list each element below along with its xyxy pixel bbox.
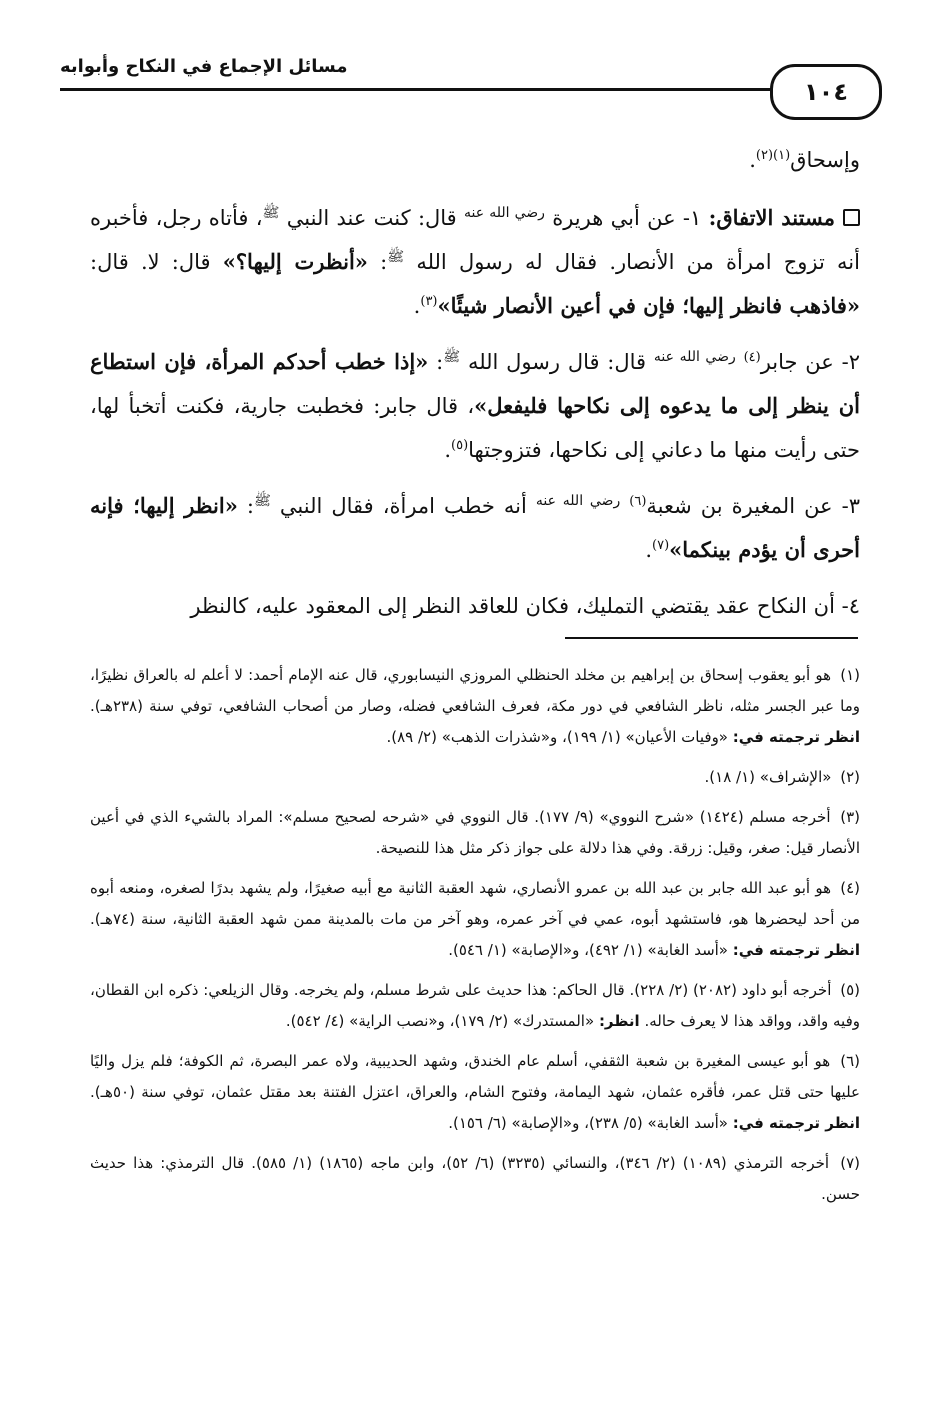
footnote-number: (٦): [840, 1052, 860, 1070]
honorific-ra: رضي الله عنه: [653, 349, 736, 365]
running-header-title: مسائل الإجماع في النكاح وأبوابه: [60, 56, 348, 77]
paragraph-1: مستند الاتفاق: ١- عن أبي هريرة $^{رضي الله عنه}$ قال: كنت عند النبي $^ﷺ$، فأتاه رجل، فأخبره أنه تزوج امرأة من الأنصار. فقال له رسول الله $^ﷺ$: «أنظرت إليها؟» قال: لا. قال: «فاذهب فانظر إليها؛ فإن في أعين الأنصار شيئًا»$^{(٣)}$.: [90, 205, 860, 318]
footnote-ref: (٥): [451, 438, 469, 453]
paragraph-2: ٢- عن جابر$^{(٤)}$ $^{رضي الله عنه}$ قال: قال رسول الله $^ﷺ$: «إذا خطب أحدكم المرأة، فإن استطاع أن ينظر إلى ما يدعوه إلى نكاحها فليفعل»، قال جابر: فخطبت جارية، فكنت أتخبأ لها، حتى رأيت منها ما دعاني إلى نكاحها، فتزوجتها$^{(٥)}$.: [90, 349, 861, 462]
footnote-label: انظر ترجمته في:: [732, 1114, 860, 1132]
main-text: [90, 138, 860, 640]
footnote-number: (٥): [840, 981, 860, 999]
checkbox-icon: [843, 209, 860, 226]
footnote-3: (٣) أخرجه مسلم (١٤٢٤) «شرح النووي» (٩/ ١٧٧). قال النووي في «شرحه لصحيح مسلم»: المراد بالشيء الذي في أعين الأنصار قيل: صغر، وقيل: زرقة. وفي هذا دلالة على جواز ذكر مثل هذا للنصيحة.: [90, 808, 860, 857]
footnote-number: (٢): [840, 768, 860, 786]
hadith-quote: «أنظرت إليها؟»: [222, 249, 368, 274]
footnote-ref: (١)(٢): [755, 148, 791, 163]
honorific-saw: ﷺ: [262, 205, 280, 221]
hadith-quote: «فاذهب فانظر إليها؛ فإن في أعين الأنصار شيئًا»: [437, 293, 860, 318]
footnote-number: (٤): [840, 879, 860, 897]
footnote-ref: (٣): [420, 294, 438, 309]
footnote-number: (٣): [840, 808, 860, 826]
paragraph-3: ٣- عن المغيرة بن شعبة$^{(٦)}$ $^{رضي الله عنه}$ أنه خطب امرأة، فقال النبي $^ﷺ$: «انظر إليها؛ فإنه أحرى أن يؤدم بينكما»$^{(٧)}$.: [90, 493, 860, 562]
paragraph-4: ٤- أن النكاح عقد يقتضي التمليك، فكان للعاقد النظر إلى المعقود عليه، كالنظر: [190, 594, 860, 618]
footnote-label: انظر:: [598, 1012, 640, 1030]
footnote-4: (٤) هو أبو عبد الله جابر بن عبد الله بن عمرو الأنصاري، شهد العقبة الثانية مع أبيه صغيرًا، ولم يشهد بدرًا لصغره، ومنعه أبوه من أحد ليحضرها هو، فاستشهد أبوه، عمي في آخر عمره، وهو آخر من مات بالمدينة ممن شهد العقبة الثانية، سنة (٧٤هـ). انظر ترجمته في: «أسد الغابة» (١/ ٤٩٢)، و«الإصابة» (١/ ٥٤٦).: [90, 879, 860, 959]
honorific-saw: ﷺ: [443, 349, 461, 365]
footnote-7: (٧) أخرجه الترمذي (١٠٨٩) (٢/ ٣٤٦)، والنسائي (٣٢٣٥) (٦/ ٥٢)، وابن ماجه (١٨٦٥) (١/ ٥٨٥). قال الترمذي: هذا حديث حسن.: [90, 1154, 860, 1203]
footnotes: [90, 660, 860, 1219]
footnote-ref: (٤): [743, 350, 761, 365]
footnote-number: (١): [840, 666, 860, 684]
honorific-saw: ﷺ: [387, 249, 405, 265]
hadith-quote: «إذا خطب أحدكم المرأة، فإن استطاع أن ينظر إلى ما يدعوه إلى نكاحها فليفعل»: [90, 349, 860, 418]
footnote-2: (٢) «الإشراف» (١/ ١٨).: [704, 768, 860, 786]
footnote-label: انظر ترجمته في:: [732, 941, 860, 959]
page-number: ١٠٤: [804, 78, 848, 106]
footnote-ref: (٧): [652, 538, 670, 553]
footnote-separator: [565, 637, 858, 639]
page-number-badge: [770, 64, 882, 120]
footnote-number: (٧): [840, 1154, 860, 1172]
honorific-ra: رضي الله عنه: [535, 493, 621, 509]
footnote-ref: (٦): [629, 494, 647, 509]
footnote-1: (١) هو أبو يعقوب إسحاق بن إبراهيم بن مخلد الحنظلي المروزي النيسابوري، قال عنه الإمام أحمد: لا أعلم له بالعراق نظيرًا، وما عبر الجسر مثله، ناظر الشافعي في دور مكة، فعرف الشافعي فضله، وصار من أصحاب الشافعي، توفي سنة (٢٣٨هـ). انظر ترجمته في: «وفيات الأعيان» (١/ ١٩٩)، و«شذرات الذهب» (٢/ ٨٩).: [90, 666, 860, 746]
footnote-5: (٥) أخرجه أبو داود (٢٠٨٢) (٢/ ٢٢٨). قال الحاكم: هذا حديث على شرط مسلم، ولم يخرجه. وقال الزيلعي: ذكره ابن القطان، وفيه واقد، وواقد هذا لا يعرف حاله. انظر: «المستدرك» (٢/ ١٧٩)، و«نصب الراية» (٤/ ٥٤٢).: [90, 981, 860, 1030]
section-heading: مستند الاتفاق:: [708, 205, 835, 230]
header-rule: [60, 88, 772, 91]
honorific-saw: ﷺ: [253, 493, 271, 509]
hadith-quote: «انظر إليها؛ فإنه أحرى أن يؤدم بينكما»: [90, 493, 860, 562]
continuation-line: وإسحاق$^{(١)(٢)}$.: [749, 148, 860, 172]
footnote-6: (٦) هو أبو عيسى المغيرة بن شعبة الثقفي، أسلم عام الخندق، وشهد الحديبية، ولاه عمر البصرة، ثم الكوفة؛ فلم يزل واليًا عليها حتى قتل عمر، فأقره عثمان، شهد اليمامة، وفتوح الشام، والعراق، اعتزل الفتنة بعد مقتل عثمان، توفي سنة (٥٠هـ). انظر ترجمته في: «أسد الغابة» (٥/ ٢٣٨)، و«الإصابة» (٦/ ١٥٦).: [90, 1052, 860, 1132]
honorific-ra: رضي الله عنه: [464, 205, 545, 221]
footnote-label: انظر ترجمته في:: [732, 728, 860, 746]
